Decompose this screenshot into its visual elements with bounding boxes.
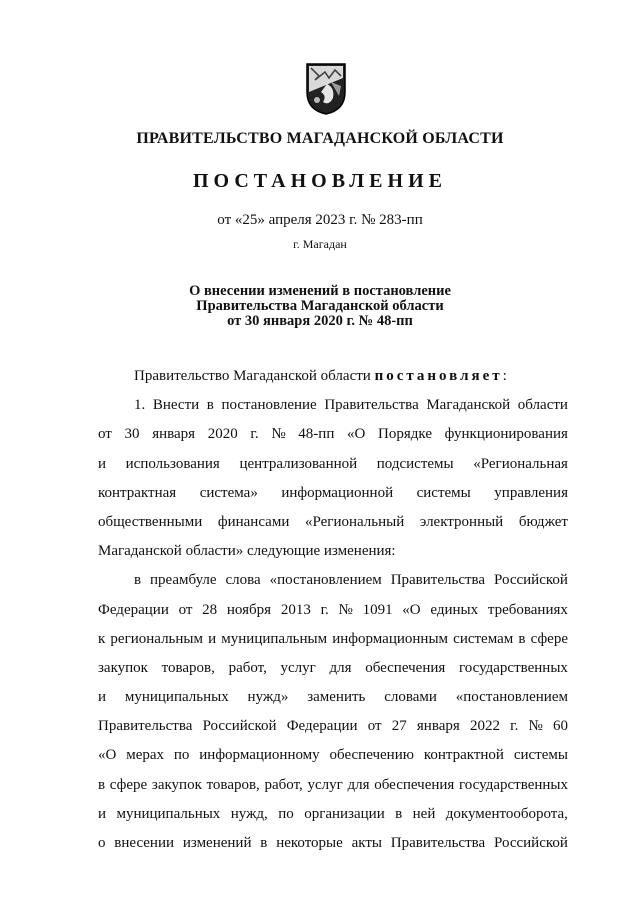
word: система» xyxy=(199,484,258,501)
word: «постановлением xyxy=(269,572,382,589)
document-subject xyxy=(0,284,640,329)
word: Федерации xyxy=(286,718,358,735)
word: подсистемы xyxy=(376,455,454,472)
word: сфере xyxy=(530,630,568,647)
word: в xyxy=(518,630,526,647)
word: товаров, xyxy=(206,776,260,793)
word: ней xyxy=(412,805,436,822)
word: услуг xyxy=(280,659,316,676)
word: 60 xyxy=(553,718,568,735)
word: в xyxy=(98,776,106,793)
word: по xyxy=(173,747,190,764)
word: для xyxy=(329,659,352,676)
word: электронный xyxy=(419,513,504,530)
word: некоторые xyxy=(276,835,343,851)
word: информационным xyxy=(332,630,449,647)
word: требованиях xyxy=(487,601,568,618)
paragraph-line xyxy=(98,391,568,420)
word: и xyxy=(208,630,217,647)
subject-line: О внесении изменений в постановление xyxy=(189,283,451,299)
word: услуг xyxy=(307,776,343,793)
word: «О xyxy=(347,426,366,443)
word: 48-пп xyxy=(298,426,335,443)
word: системы xyxy=(416,484,471,501)
word: и xyxy=(98,805,107,822)
preamble-keyword: постановляет xyxy=(374,368,503,384)
word: о xyxy=(98,835,106,851)
subject-line: Правительства Магаданской области xyxy=(196,298,444,314)
word: контрактной xyxy=(423,747,504,764)
word: преамбуле xyxy=(150,572,217,589)
paragraph-line xyxy=(98,741,568,770)
word: функционирования xyxy=(444,426,568,443)
paragraph-1 xyxy=(98,391,568,566)
document-city: г. Магадан xyxy=(293,237,347,251)
word: документооборота, xyxy=(445,805,568,822)
organization-title: ПРАВИТЕЛЬСТВО МАГАДАНСКОЙ ОБЛАСТИ xyxy=(136,130,504,147)
word: обеспечению xyxy=(329,747,414,764)
word: Российской xyxy=(494,572,568,589)
word: по xyxy=(278,805,294,822)
word: единых xyxy=(430,601,479,618)
paragraph-line xyxy=(98,800,568,829)
word: Правительства xyxy=(390,572,486,589)
paragraph-line xyxy=(98,508,568,537)
word: мерах xyxy=(126,747,165,764)
word: государственных xyxy=(458,659,568,676)
word: системам xyxy=(453,630,514,647)
paragraph-line xyxy=(98,420,568,449)
word: 28 xyxy=(202,601,218,618)
preamble-line xyxy=(98,362,568,391)
paragraph-line xyxy=(98,479,568,508)
word: «постановлением xyxy=(455,689,568,706)
word: Российской xyxy=(202,718,277,735)
word: января xyxy=(152,426,196,443)
word: товаров, xyxy=(161,659,215,676)
word: 2020 xyxy=(207,426,238,443)
word: «Региональный xyxy=(305,513,405,530)
word: заменить xyxy=(307,689,366,706)
word: муниципальных xyxy=(124,689,229,706)
document-type-heading: ПОСТАНОВЛЕНИЕ xyxy=(193,170,447,192)
word: 27 xyxy=(391,718,407,735)
preamble-text: Правительство Магаданской области xyxy=(134,368,375,384)
document-body xyxy=(98,362,568,858)
coat-of-arms-icon xyxy=(305,62,347,116)
word: г. xyxy=(510,718,519,735)
word: 30 xyxy=(124,426,140,443)
paragraph-line xyxy=(98,625,568,654)
preamble-colon: : xyxy=(502,368,507,384)
word: г. xyxy=(320,601,329,618)
word: работ, xyxy=(264,776,303,793)
word: «О xyxy=(98,747,117,764)
word: информационному xyxy=(199,747,320,764)
paragraph-line: Магаданской области» следующие изменения: xyxy=(98,543,396,560)
word: к xyxy=(98,630,106,647)
word: закупок xyxy=(151,776,202,793)
paragraph-line xyxy=(98,654,568,683)
word: централизованной xyxy=(239,455,358,472)
word: января xyxy=(416,718,460,735)
word: контрактная xyxy=(98,484,177,501)
word: обеспечения xyxy=(374,776,455,793)
word: нужд» xyxy=(247,689,289,706)
word: Порядке xyxy=(378,426,432,443)
word: № xyxy=(271,426,286,443)
word: ноября xyxy=(226,601,272,618)
word: использования xyxy=(125,455,220,472)
word: Правительства xyxy=(324,397,419,414)
word: акты xyxy=(351,835,382,851)
word: 1091 xyxy=(362,601,393,618)
word: Федерации xyxy=(98,601,169,618)
word: и xyxy=(98,689,107,706)
word: работ, xyxy=(228,659,267,676)
word: управления xyxy=(494,484,568,501)
word: 1. xyxy=(134,397,146,414)
word: региональным xyxy=(110,630,203,647)
word: муниципальных xyxy=(116,805,221,822)
word: общественными xyxy=(98,513,203,530)
word: государственных xyxy=(459,776,568,793)
word: закупок xyxy=(98,659,148,676)
word: внесении xyxy=(114,835,175,851)
word: 2022 xyxy=(469,718,500,735)
word: Правительства xyxy=(390,835,486,851)
word: словами xyxy=(384,689,437,706)
word: системы xyxy=(513,747,568,764)
word: в xyxy=(260,835,268,851)
word: № xyxy=(528,718,543,735)
word: финансами xyxy=(217,513,290,530)
word: от xyxy=(367,718,382,735)
paragraph-line xyxy=(98,771,568,800)
word: Правительства xyxy=(98,718,193,735)
word: от xyxy=(178,601,193,618)
word: для xyxy=(347,776,370,793)
paragraph-line xyxy=(98,712,568,741)
word: № xyxy=(338,601,353,618)
word: «Региональная xyxy=(473,455,568,472)
word: и xyxy=(98,455,107,472)
word: слова xyxy=(225,572,261,589)
paragraph-line xyxy=(98,683,568,712)
word: в xyxy=(395,805,403,822)
word: г. xyxy=(250,426,259,443)
word: обеспечения xyxy=(365,659,446,676)
word: муниципальным xyxy=(221,630,328,647)
word: от xyxy=(98,426,112,443)
word: организации xyxy=(304,805,385,822)
word: нужд, xyxy=(230,805,268,822)
paragraph-line xyxy=(98,450,568,479)
word: области xyxy=(517,397,568,414)
word: Магаданской xyxy=(426,397,511,414)
word: 2013 xyxy=(280,601,311,618)
word: «О xyxy=(402,601,421,618)
paragraph-2 xyxy=(98,566,568,858)
paragraph-line xyxy=(98,596,568,625)
paragraph-line xyxy=(98,566,568,595)
paragraph-line xyxy=(98,829,568,858)
word: информационной xyxy=(281,484,394,501)
word: постановление xyxy=(221,397,317,414)
word: Российской xyxy=(493,835,568,851)
subject-line: от 30 января 2020 г. № 48-пп xyxy=(227,313,413,329)
document-date-number: от «25» апреля 2023 г. № 283-пп xyxy=(217,212,423,228)
word: в xyxy=(134,572,142,589)
word: изменений xyxy=(182,835,252,851)
word: сфере xyxy=(109,776,148,793)
word: Внести xyxy=(152,397,200,414)
word: бюджет xyxy=(518,513,568,530)
word: в xyxy=(206,397,214,414)
